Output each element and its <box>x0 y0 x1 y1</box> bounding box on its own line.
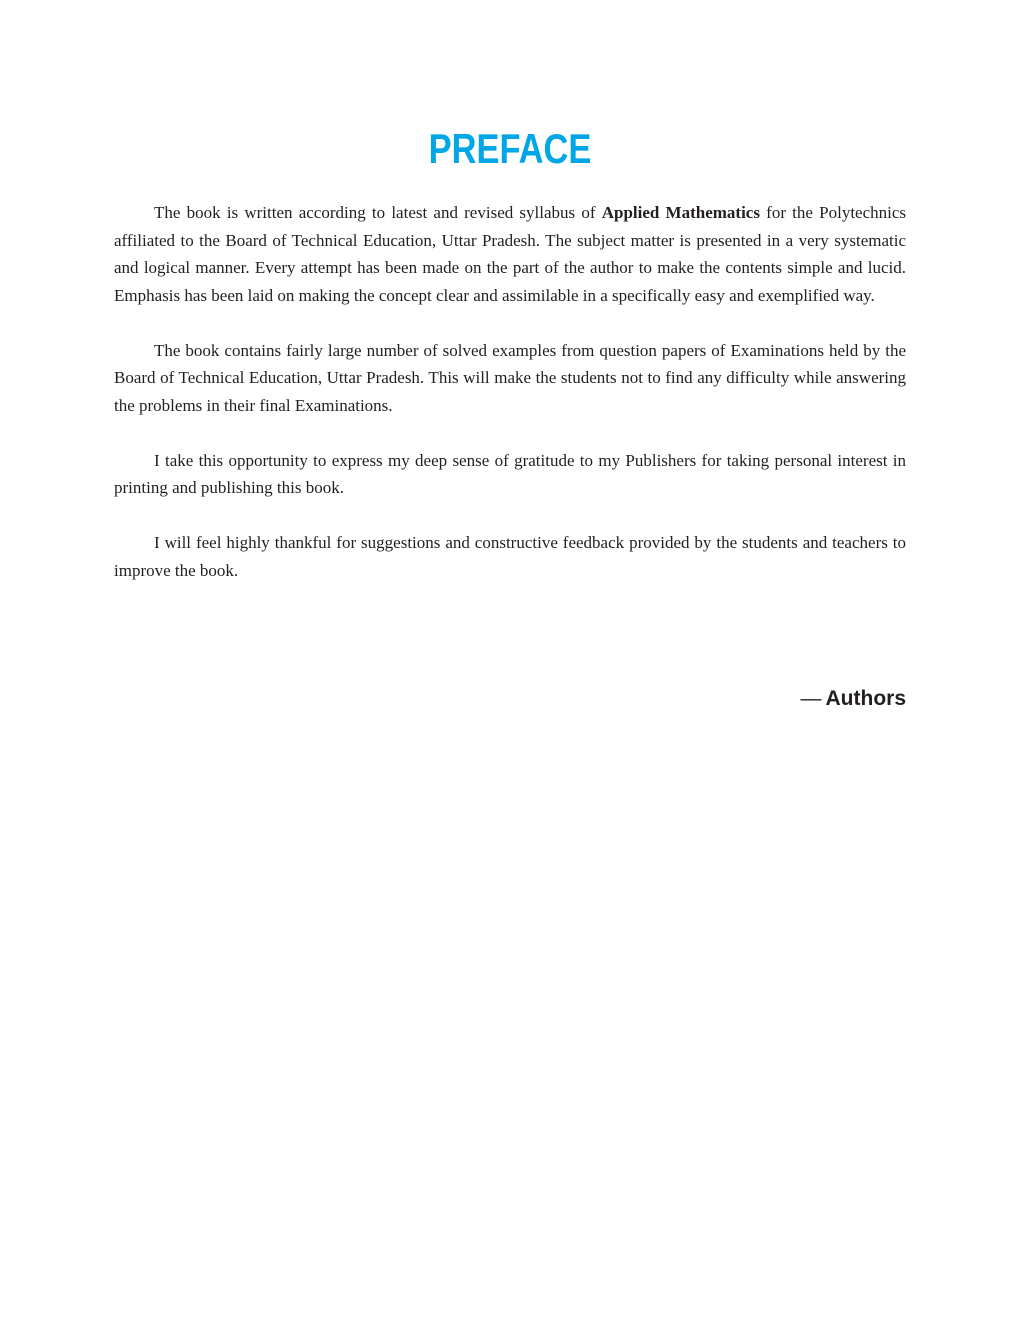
preface-body <box>114 199 906 612</box>
paragraph-1-text-end: for the Polytechnics affiliated to the Board of Technical Education, Uttar Pradesh. The subject matter is presented in a very systematic and logical manner. Every attempt has been made on the part of the author to make the contents simple and lucid. Emphasis has been laid on making the concept clear and assimilable in a specifically easy and exemplified way. <box>114 203 907 305</box>
page-title: PREFACE <box>428 125 592 172</box>
paragraph-1 <box>114 199 906 309</box>
paragraph-2: The book contains fairly large number of solved examples from question papers of Examinations held by the Board of Technical Education, Uttar Pradesh. This will make the students not to find any difficulty while answering the problems in their final Examinations. <box>114 340 906 415</box>
paragraph-4: I will feel highly thankful for suggestions and constructive feedback provided by the students and teachers to improve the book. <box>114 533 906 580</box>
subject-name: Applied Mathematics <box>601 203 760 222</box>
signature-dash: — <box>800 687 822 710</box>
signature-name: Authors <box>825 687 906 710</box>
paragraph-1-text-start: The book is written according to latest and revised syllabus of <box>154 203 602 222</box>
signature <box>801 685 907 713</box>
paragraph-3: I take this opportunity to express my deep sense of gratitude to my Publishers for taking personal interest in printing and publishing this book. <box>114 450 906 497</box>
